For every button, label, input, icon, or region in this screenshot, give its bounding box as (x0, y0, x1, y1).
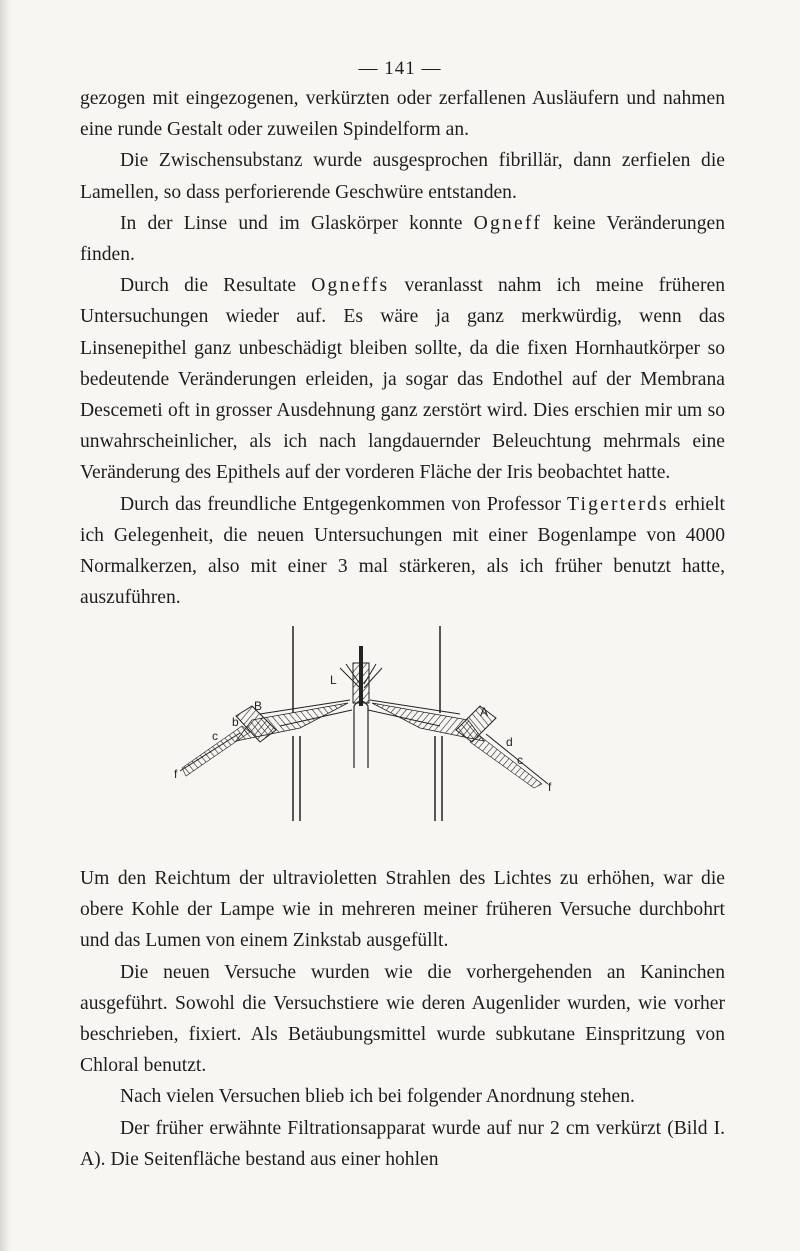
label-d: d (506, 735, 513, 749)
paragraph: Der früher erwähnte Filtrationsapparat wurde auf nur 2 cm verkürzt (Bild I. A). Die Seitenfläche bestand aus einer hohlen (80, 1117, 725, 1170)
text-run: In der Linse und im Glaskörper konnte (120, 212, 474, 234)
text-run: keine Veränderungen finden. (80, 212, 725, 266)
text-run: veranlasst nahm ich meine früheren Untersuchungen wieder auf. Es wäre ja ganz merkwürdig, wenn das Linsenepithel ganz unbeschädigt bleiben sollte, da die fixen Hornhautkörper so bedeutende Veränderungen erleiden, ja sogar das Endothel auf der Membrana Descemeti oft in grosser Ausdehnung ganz zerstört wird. Dies erschien mir um so unwahrscheinlicher, als ich nach langdauernder Beleuchtung mehrmals eine Veränderung des Epithels auf der vorderen Fläche der Iris beobachtet hatte. (80, 275, 726, 484)
apparatus-diagram (150, 618, 610, 833)
paragraph: Die Zwischensubstanz wurde ausgesprochen fibrillär, dann zerfielen die Lamellen, so dass perforierende Geschwüre entstanden. (80, 150, 725, 203)
apparatus-figure (150, 618, 610, 833)
paragraph: Nach vielen Versuchen blieb ich bei folgender Anordnung stehen. (120, 1086, 635, 1108)
paragraph: Die neuen Versuche wurden wie die vorhergehenden an Kaninchen ausgeführt. Sowohl die Versuchstiere wie deren Augenlider wurden, wie vorher beschrieben, fixiert. Als Betäubungsmittel wurde subkutane Einspritzung von Chloral benutzt. (80, 961, 725, 1077)
paragraph (80, 270, 725, 488)
text-block-top (80, 83, 725, 613)
label-B: B (254, 699, 263, 713)
page-binding-edge (0, 0, 12, 1251)
author-name: Tigerterds (566, 493, 669, 515)
lamp-carbon-core (359, 646, 363, 706)
page-number: — 141 — (358, 58, 442, 79)
label-c-right: c (517, 753, 523, 767)
arch (354, 701, 368, 768)
text-run: Durch das freundliche Entgegenkommen von Professor (120, 493, 567, 515)
ray (180, 733, 240, 771)
paragraph: Um den Reichtum der ultravioletten Strahlen des Lichtes zu erhöhen, war die obere Kohle der Lampe wie in mehreren meiner früheren Versuche durchbohrt und das Lumen von einem Zinkstab ausgefüllt. (80, 868, 725, 952)
author-name: Ogneffs (311, 275, 390, 297)
label-A: A (480, 705, 489, 719)
text-run: Durch die Resultate (120, 275, 312, 297)
label-f-left: f (174, 767, 178, 781)
label-L: L (330, 673, 337, 687)
text-run: erhielt ich Gelegenheit, die neuen Untersuchungen mit einer Bogenlampe von 4000 Normalkerzen, also mit einer 3 mal stärkeren, als ich früher benutzt hatte, auszuführen. (80, 493, 725, 609)
paragraph (80, 208, 725, 270)
text-block-bottom (80, 863, 725, 1175)
label-f-right: f (548, 780, 552, 794)
paragraph-continuation: gezogen mit eingezogenen, verkürzten oder zerfallenen Ausläufern und nahmen eine runde Gestalt oder zuweilen Spindelform an. (80, 88, 725, 141)
label-b: b (232, 715, 239, 729)
label-c-left: c (212, 729, 218, 743)
paragraph (80, 489, 725, 614)
author-name: Ogneff (473, 212, 542, 234)
